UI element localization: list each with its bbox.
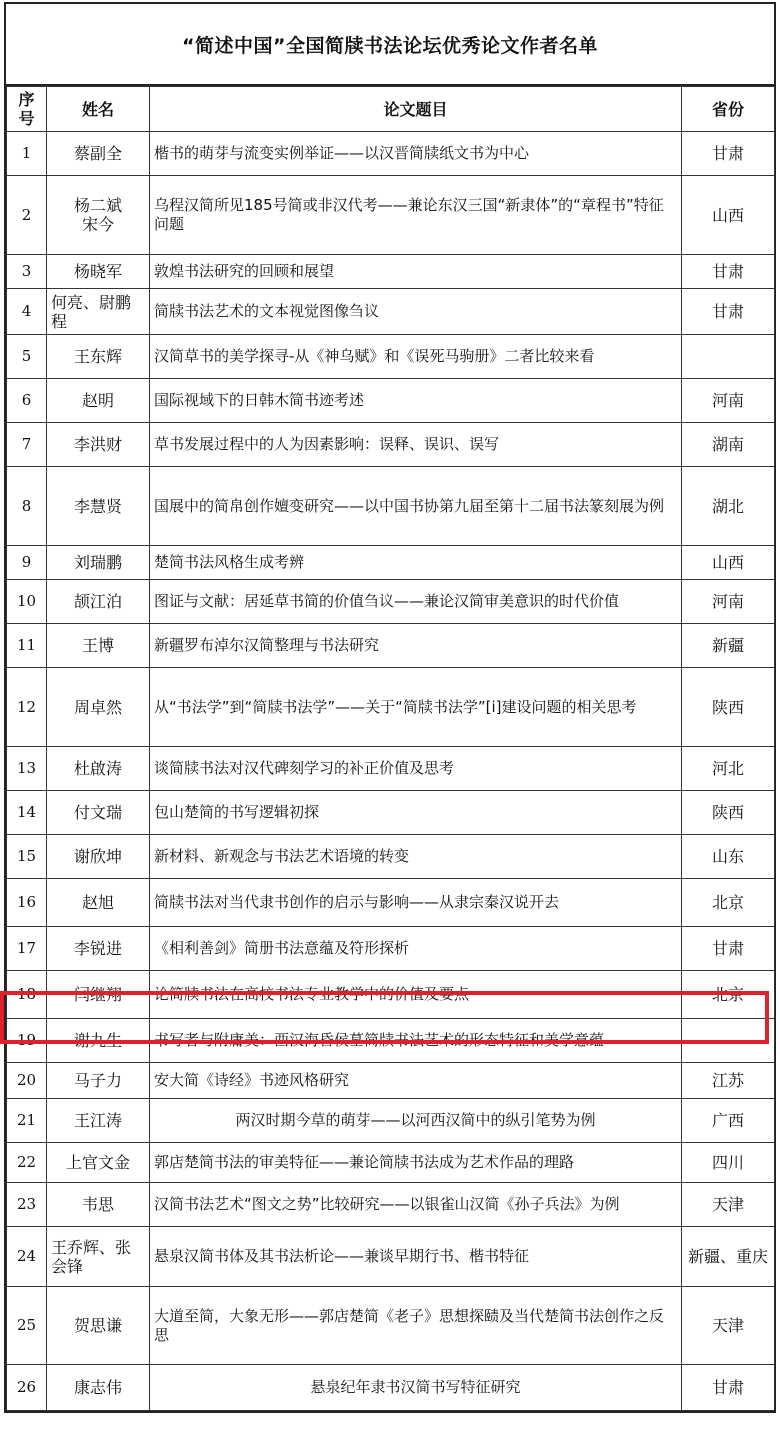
document-title: “简述中国”全国简牍书法论坛优秀论文作者名单: [6, 4, 774, 86]
cell-name: 韦思: [47, 1183, 150, 1227]
table-row: [7, 1099, 775, 1143]
header-province: 省份: [682, 87, 775, 132]
cell-num: 17: [7, 927, 47, 971]
cell-name: 周卓然: [47, 668, 150, 747]
cell-province: 天津: [682, 1287, 775, 1365]
table-row: [7, 1227, 775, 1287]
table-row: [7, 423, 775, 467]
cell-title: 国际视域下的日韩木简书迹考述: [150, 379, 682, 423]
cell-name: 王博: [47, 624, 150, 668]
cell-title: 敦煌书法研究的回顾和展望: [150, 255, 682, 289]
cell-num: 13: [7, 747, 47, 791]
table-row: [7, 1063, 775, 1099]
cell-name: 王东辉: [47, 335, 150, 379]
cell-province: 陕西: [682, 791, 775, 835]
cell-province: 山西: [682, 546, 775, 580]
cell-name: 刘瑞鹏: [47, 546, 150, 580]
cell-title: 简牍书法艺术的文本视觉图像刍议: [150, 289, 682, 335]
cell-name: 何亮、尉鹏程: [47, 289, 150, 335]
cell-title: 两汉时期今草的萌芽——以河西汉简中的纵引笔势为例: [150, 1099, 682, 1143]
award-list-sheet: [4, 2, 776, 1413]
cell-name: 谢欣坤: [47, 835, 150, 879]
cell-province: 天津: [682, 1183, 775, 1227]
cell-title: 汉简草书的美学探寻-从《神乌赋》和《误死马驹册》二者比较来看: [150, 335, 682, 379]
table-row: [7, 379, 775, 423]
cell-name: 赵旭: [47, 879, 150, 927]
cell-num: 20: [7, 1063, 47, 1099]
cell-province: 河南: [682, 580, 775, 624]
cell-title: 楚简书法风格生成考辨: [150, 546, 682, 580]
cell-province: 甘肃: [682, 927, 775, 971]
cell-num: 6: [7, 379, 47, 423]
cell-province: 新疆: [682, 624, 775, 668]
cell-province: 新疆、重庆: [682, 1227, 775, 1287]
cell-title: 书写者与附庸美：西汉海昏侯墓简牍书法艺术的形态特征和美学意蕴: [150, 1019, 682, 1063]
cell-num: 18: [7, 971, 47, 1019]
cell-province: [682, 1019, 775, 1063]
cell-num: 2: [7, 176, 47, 255]
table-row: [7, 132, 775, 176]
table-row: [7, 927, 775, 971]
cell-title: 汉简书法艺术“图文之势”比较研究——以银雀山汉简《孙子兵法》为例: [150, 1183, 682, 1227]
cell-province: 河北: [682, 747, 775, 791]
cell-title: 从“书法学”到“简牍书法学”——关于“简牍书法学”[i]建设问题的相关思考: [150, 668, 682, 747]
cell-num: 19: [7, 1019, 47, 1063]
cell-name: 李洪财: [47, 423, 150, 467]
cell-title: 大道至简，大象无形——郭店楚简《老子》思想探赜及当代楚简书法创作之反思: [150, 1287, 682, 1365]
cell-title: 包山楚简的书写逻辑初探: [150, 791, 682, 835]
cell-name: 杜啟涛: [47, 747, 150, 791]
cell-name: 杨晓军: [47, 255, 150, 289]
table-row: [7, 747, 775, 791]
table-row: [7, 580, 775, 624]
table-row: [7, 176, 775, 255]
cell-title: 新材料、新观念与书法艺术语境的转变: [150, 835, 682, 879]
cell-title: 楷书的萌芽与流变实例举证——以汉晋简牍纸文书为中心: [150, 132, 682, 176]
cell-num: 3: [7, 255, 47, 289]
cell-num: 4: [7, 289, 47, 335]
cell-title: 国展中的简帛创作嬗变研究——以中国书协第九届至第十二届书法篆刻展为例: [150, 467, 682, 546]
cell-name: 上官文金: [47, 1143, 150, 1183]
table-row: [7, 835, 775, 879]
cell-title: 郭店楚简书法的审美特征——兼论简牍书法成为艺术作品的理路: [150, 1143, 682, 1183]
cell-name: 付文瑞: [47, 791, 150, 835]
cell-num: 14: [7, 791, 47, 835]
author-table: [6, 86, 775, 1411]
cell-province: 四川: [682, 1143, 775, 1183]
cell-name: 谢九生: [47, 1019, 150, 1063]
cell-num: 8: [7, 467, 47, 546]
cell-name: 王乔辉、张会锋: [47, 1227, 150, 1287]
cell-title: 《相利善剑》简册书法意蕴及符形探析: [150, 927, 682, 971]
header-row: [7, 87, 775, 132]
cell-province: 甘肃: [682, 1365, 775, 1411]
table-row: [7, 546, 775, 580]
cell-name: 康志伟: [47, 1365, 150, 1411]
table-row: [7, 668, 775, 747]
cell-province: 河南: [682, 379, 775, 423]
header-title: 论文题目: [150, 87, 682, 132]
cell-title: 简牍书法对当代隶书创作的启示与影响——从隶宗秦汉说开去: [150, 879, 682, 927]
cell-title: 草书发展过程中的人为因素影响：误释、误识、误写: [150, 423, 682, 467]
cell-num: 21: [7, 1099, 47, 1143]
cell-title: 谈简牍书法对汉代碑刻学习的补正价值及思考: [150, 747, 682, 791]
table-row: [7, 1143, 775, 1183]
cell-name: 贺思谦: [47, 1287, 150, 1365]
cell-num: 26: [7, 1365, 47, 1411]
table-row: [7, 624, 775, 668]
cell-province: 山东: [682, 835, 775, 879]
cell-name: 杨二斌 宋今: [47, 176, 150, 255]
table-row: [7, 1287, 775, 1365]
cell-province: 山西: [682, 176, 775, 255]
cell-num: 12: [7, 668, 47, 747]
cell-num: 1: [7, 132, 47, 176]
table-row: [7, 289, 775, 335]
table-row: [7, 1365, 775, 1411]
cell-province: 北京: [682, 879, 775, 927]
table-row: [7, 879, 775, 927]
header-num: 序号: [7, 87, 47, 132]
cell-name: 赵明: [47, 379, 150, 423]
table-row: [7, 335, 775, 379]
table-row: [7, 255, 775, 289]
cell-province: 甘肃: [682, 255, 775, 289]
cell-num: 23: [7, 1183, 47, 1227]
table-row: [7, 971, 775, 1019]
cell-num: 5: [7, 335, 47, 379]
cell-title: 悬泉汉简书体及其书法析论——兼谈早期行书、楷书特征: [150, 1227, 682, 1287]
cell-name: 王江涛: [47, 1099, 150, 1143]
table-row: [7, 467, 775, 546]
cell-num: 10: [7, 580, 47, 624]
cell-num: 7: [7, 423, 47, 467]
cell-province: 广西: [682, 1099, 775, 1143]
cell-province: 甘肃: [682, 132, 775, 176]
table-row: [7, 791, 775, 835]
cell-name: 李慧贤: [47, 467, 150, 546]
cell-title: 安大简《诗经》书迹风格研究: [150, 1063, 682, 1099]
cell-title: 论简牍书法在高校书法专业教学中的价值及要点: [150, 971, 682, 1019]
table-row: [7, 1019, 775, 1063]
cell-name: 蔡副全: [47, 132, 150, 176]
cell-title: 悬泉纪年隶书汉简书写特征研究: [150, 1365, 682, 1411]
cell-title: 新疆罗布淖尔汉简整理与书法研究: [150, 624, 682, 668]
cell-province: 陕西: [682, 668, 775, 747]
cell-province: 湖北: [682, 467, 775, 546]
cell-title: 乌程汉简所见185号简或非汉代考——兼论东汉三国“新隶体”的“章程书”特征问题: [150, 176, 682, 255]
cell-num: 16: [7, 879, 47, 927]
cell-num: 25: [7, 1287, 47, 1365]
cell-num: 9: [7, 546, 47, 580]
cell-name: 闫继翔: [47, 971, 150, 1019]
header-name: 姓名: [47, 87, 150, 132]
table-row: [7, 1183, 775, 1227]
cell-name: 颉江泊: [47, 580, 150, 624]
cell-province: 北京: [682, 971, 775, 1019]
cell-province: 甘肃: [682, 289, 775, 335]
cell-province: 江苏: [682, 1063, 775, 1099]
cell-num: 24: [7, 1227, 47, 1287]
cell-num: 11: [7, 624, 47, 668]
cell-num: 22: [7, 1143, 47, 1183]
cell-title: 图证与文献：居延草书简的价值刍议——兼论汉简审美意识的时代价值: [150, 580, 682, 624]
cell-num: 15: [7, 835, 47, 879]
cell-name: 马子力: [47, 1063, 150, 1099]
cell-province: 湖南: [682, 423, 775, 467]
cell-province: [682, 335, 775, 379]
cell-name: 李锐进: [47, 927, 150, 971]
